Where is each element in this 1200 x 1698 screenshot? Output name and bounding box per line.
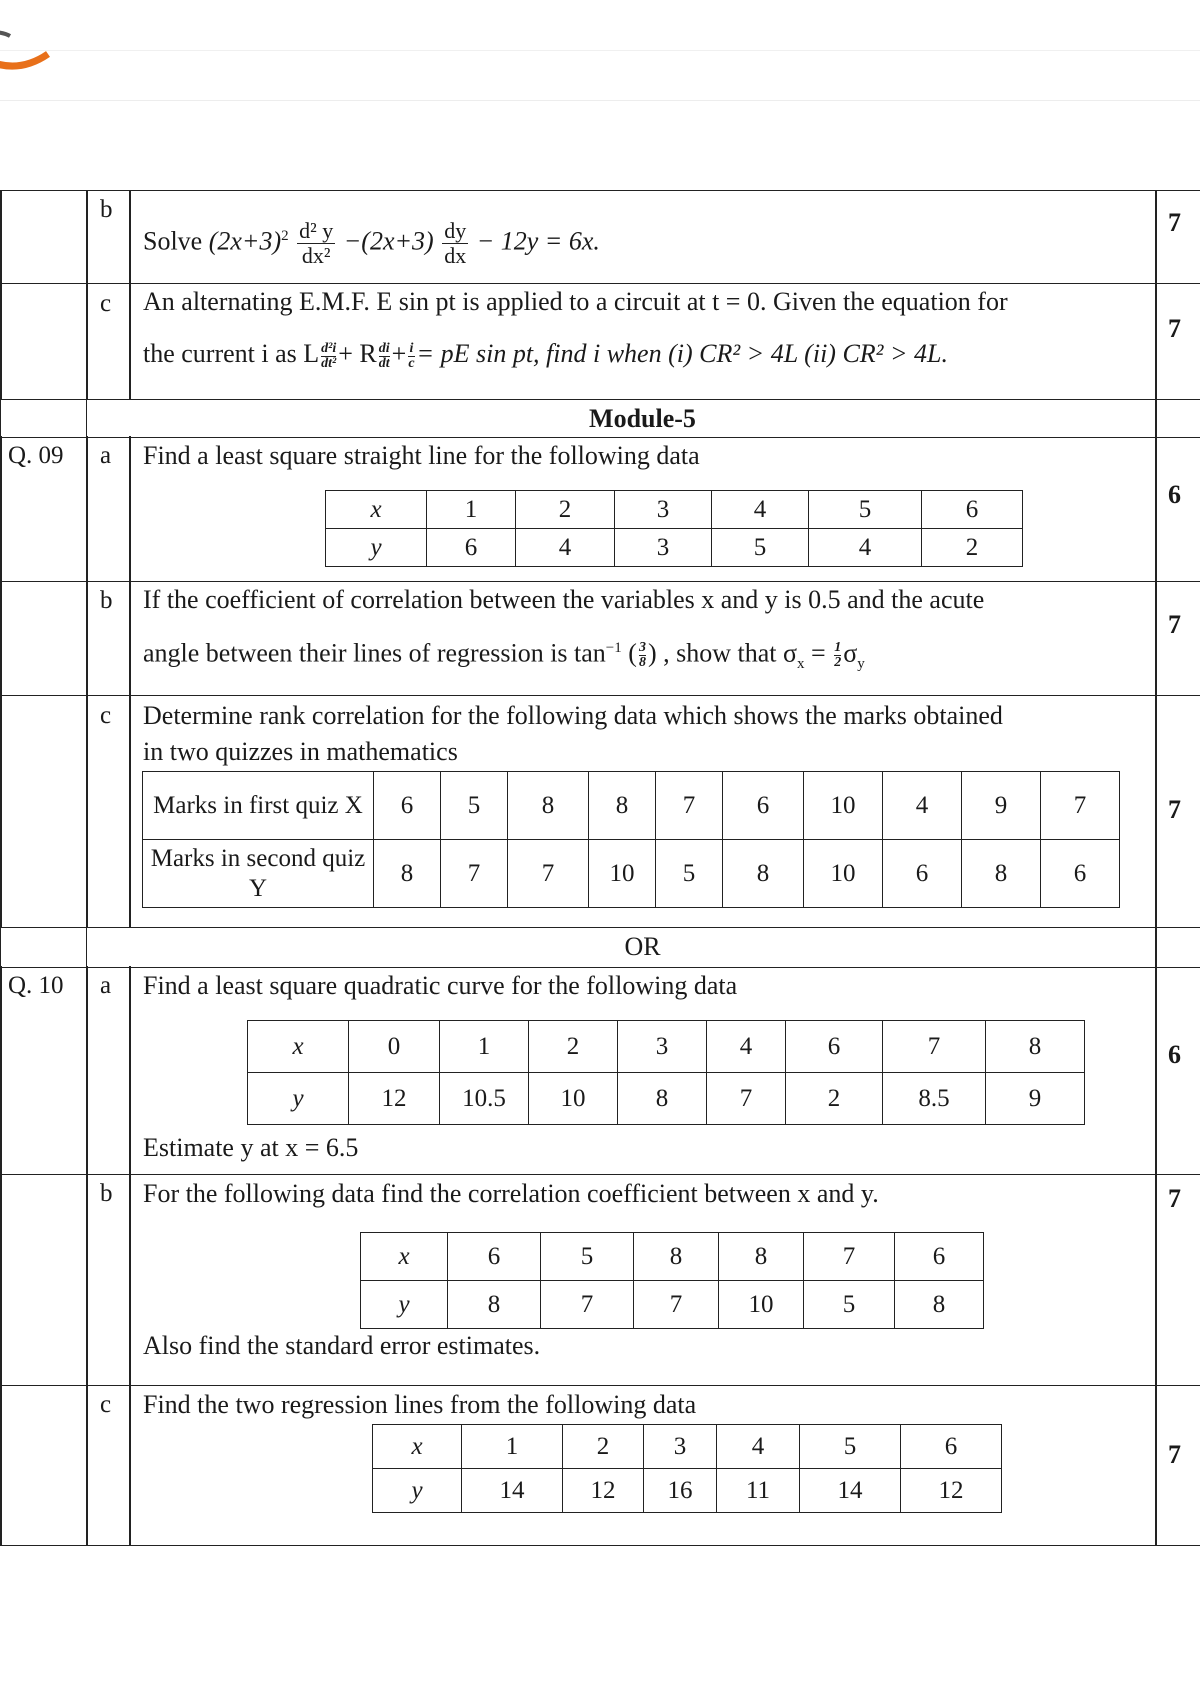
marks: 7 bbox=[1168, 795, 1181, 824]
table-cell: 6 bbox=[786, 1021, 883, 1073]
solve-word: Solve bbox=[143, 226, 203, 256]
table-cell: 5 bbox=[656, 840, 723, 908]
table-cell: 8 bbox=[723, 840, 804, 908]
table-border-marks bbox=[1155, 190, 1157, 1545]
table-cell: 4 bbox=[883, 772, 962, 840]
table-cell: 9 bbox=[986, 1073, 1085, 1125]
table-cell: 8 bbox=[719, 1233, 804, 1281]
row-line bbox=[0, 1545, 1200, 1546]
table-cell: 10 bbox=[719, 1281, 804, 1329]
marks: 7 bbox=[1168, 1440, 1181, 1469]
table-header: y bbox=[398, 1290, 410, 1318]
divider bbox=[0, 50, 1200, 51]
module-title: Module-5 bbox=[589, 404, 696, 433]
table-cell: 6 bbox=[1041, 840, 1120, 908]
rank-table bbox=[142, 771, 1120, 908]
sub-label: b bbox=[100, 196, 113, 223]
table-cell: 4 bbox=[809, 529, 922, 567]
table-header: x bbox=[398, 1242, 410, 1270]
table-header: y bbox=[292, 1084, 304, 1112]
eq-part: −(2x+3) bbox=[343, 226, 434, 256]
table-cell: 6 bbox=[374, 772, 441, 840]
table-header: y bbox=[370, 533, 382, 561]
table-cell: 8 bbox=[618, 1073, 707, 1125]
sub-label: c bbox=[100, 290, 112, 317]
table-cell: 8.5 bbox=[883, 1073, 986, 1125]
data-table bbox=[372, 1424, 1002, 1513]
table-cell: 9 bbox=[962, 772, 1041, 840]
table-border-sub bbox=[129, 190, 131, 1545]
data-table bbox=[360, 1232, 984, 1329]
table-header: x bbox=[292, 1032, 304, 1060]
data-table bbox=[325, 490, 1023, 567]
also-text: Also find the standard error estimates. bbox=[143, 1331, 541, 1360]
table-cell: 12 bbox=[901, 1469, 1002, 1513]
table-cell: 8 bbox=[986, 1021, 1085, 1073]
logo-icon bbox=[0, 10, 50, 70]
table-cell: 2 bbox=[563, 1425, 644, 1469]
table-cell: 10 bbox=[804, 840, 883, 908]
table-cell: 4 bbox=[516, 529, 615, 567]
table-cell: 8 bbox=[962, 840, 1041, 908]
table-cell: 5 bbox=[800, 1425, 901, 1469]
table-cell: 8 bbox=[448, 1281, 541, 1329]
table-cell: 12 bbox=[349, 1073, 440, 1125]
question-text: An alternating E.M.F. E sin pt is applied to a circuit at t = 0. Given the equation for bbox=[143, 287, 1008, 316]
table-cell: 7 bbox=[541, 1281, 634, 1329]
estimate-text: Estimate y at x = 6.5 bbox=[143, 1133, 359, 1162]
table-cell: 6 bbox=[895, 1233, 984, 1281]
sub-label: a bbox=[100, 972, 112, 999]
fraction: $\frac{dy}{dx}$ bbox=[444, 218, 467, 269]
table-cell: 8 bbox=[508, 772, 589, 840]
question-text: Find a least square quadratic curve for the following data bbox=[143, 971, 738, 1000]
sub-label: c bbox=[100, 1391, 112, 1418]
eq-part: (2x+3) bbox=[208, 226, 282, 256]
table-cell: 10.5 bbox=[440, 1073, 529, 1125]
table-cell: 6 bbox=[883, 840, 962, 908]
table-header: x bbox=[370, 495, 382, 523]
table-cell: 5 bbox=[804, 1281, 895, 1329]
or-row-bg-left bbox=[1, 928, 86, 966]
question-text: in two quizzes in mathematics bbox=[143, 737, 458, 766]
table-header: Marks in first quiz X bbox=[143, 772, 374, 840]
marks: 6 bbox=[1168, 480, 1181, 509]
table-cell: 5 bbox=[541, 1233, 634, 1281]
question-text: For the following data find the correlation coefficient between x and y. bbox=[143, 1179, 879, 1208]
table-cell: 7 bbox=[441, 840, 508, 908]
table-cell: 5 bbox=[441, 772, 508, 840]
data-table bbox=[247, 1020, 1085, 1125]
question-text: Find the two regression lines from the following data bbox=[143, 1390, 697, 1419]
eq-part: − 12y = 6x. bbox=[476, 226, 600, 256]
question-number: Q. 10 bbox=[8, 972, 64, 999]
table-cell: 7 bbox=[883, 1021, 986, 1073]
table-cell: 5 bbox=[809, 491, 922, 529]
top-bar bbox=[0, 0, 1200, 101]
table-cell: 6 bbox=[922, 491, 1023, 529]
row-line bbox=[0, 190, 1200, 191]
table-cell: 14 bbox=[462, 1469, 563, 1513]
table-cell: 7 bbox=[508, 840, 589, 908]
sub-label: b bbox=[100, 587, 113, 614]
table-header: x bbox=[411, 1432, 423, 1460]
table-border-q bbox=[86, 190, 88, 1545]
table-cell: 3 bbox=[615, 529, 712, 567]
table-cell: 7 bbox=[634, 1281, 719, 1329]
table-cell: 6 bbox=[448, 1233, 541, 1281]
table-cell: 16 bbox=[644, 1469, 717, 1513]
question-text: the current i as L $\frac{\text{d²i}}{\text{dt²}}$ + R $\frac{di}{dt}$ + $\frac{i}{c}$ = pE sin pt, find i when (i) CR² > 4L (ii) CR² > 4L. bbox=[143, 339, 948, 371]
table-cell: 11 bbox=[717, 1469, 800, 1513]
table-cell: 4 bbox=[707, 1021, 786, 1073]
table-header: Marks in second quiz Y bbox=[143, 840, 374, 908]
sub-label: c bbox=[100, 702, 112, 729]
marks: 7 bbox=[1168, 314, 1181, 343]
question-text: Find a least square straight line for the following data bbox=[143, 441, 700, 470]
table-cell: 1 bbox=[440, 1021, 529, 1073]
table-cell: 10 bbox=[804, 772, 883, 840]
table-cell: 5 bbox=[712, 529, 809, 567]
or-separator: OR bbox=[624, 932, 661, 961]
table-cell: 2 bbox=[516, 491, 615, 529]
table-cell: 2 bbox=[922, 529, 1023, 567]
marks: 7 bbox=[1168, 610, 1181, 639]
table-cell: 3 bbox=[644, 1425, 717, 1469]
marks: 6 bbox=[1168, 1040, 1181, 1069]
table-cell: 7 bbox=[804, 1233, 895, 1281]
table-cell: 2 bbox=[529, 1021, 618, 1073]
table-cell: 3 bbox=[618, 1021, 707, 1073]
table-cell: 8 bbox=[589, 772, 656, 840]
table-cell: 3 bbox=[615, 491, 712, 529]
table-cell: 8 bbox=[895, 1281, 984, 1329]
table-cell: 1 bbox=[462, 1425, 563, 1469]
table-cell: 10 bbox=[589, 840, 656, 908]
table-cell: 12 bbox=[563, 1469, 644, 1513]
question-text: Solve $(2x+3)^2$ $\frac{\text{d² y}}{\text{dx²}}$ −(2x+3) $\frac{dy}{dx}$ − 12y = 6x. bbox=[143, 218, 600, 269]
table-cell: 8 bbox=[634, 1233, 719, 1281]
table-cell: 4 bbox=[717, 1425, 800, 1469]
marks: 7 bbox=[1168, 208, 1181, 237]
table-cell: 7 bbox=[656, 772, 723, 840]
marks: 7 bbox=[1168, 1184, 1181, 1213]
table-cell: 10 bbox=[529, 1073, 618, 1125]
module-row-bg-left bbox=[1, 400, 86, 436]
table-cell: 1 bbox=[427, 491, 516, 529]
table-border-left bbox=[0, 190, 2, 1545]
table-cell: 6 bbox=[427, 529, 516, 567]
table-cell: 14 bbox=[800, 1469, 901, 1513]
sub-label: b bbox=[100, 1180, 113, 1207]
question-text: If the coefficient of correlation between the variables x and y is 0.5 and the acute bbox=[143, 585, 985, 614]
question-text: Determine rank correlation for the following data which shows the marks obtained bbox=[143, 701, 1003, 730]
table-cell: 0 bbox=[349, 1021, 440, 1073]
table-cell: 6 bbox=[901, 1425, 1002, 1469]
table-header: y bbox=[411, 1476, 423, 1504]
table-cell: 6 bbox=[723, 772, 804, 840]
table-cell: 7 bbox=[1041, 772, 1120, 840]
table-cell: 8 bbox=[374, 840, 441, 908]
question-text: angle between their lines of regression is $\tan^{-1}$ ( $\frac{3}{8}$ ) , show that $\sigma_x$ = $\frac{1}{2}$ $\sigma_y$ bbox=[143, 638, 865, 672]
table-cell: 2 bbox=[786, 1073, 883, 1125]
sub-label: a bbox=[100, 442, 112, 469]
question-number: Q. 09 bbox=[8, 442, 64, 469]
fraction: $\frac{\text{d² y}}{\text{dx²}}$ bbox=[299, 218, 334, 269]
table-cell: 7 bbox=[707, 1073, 786, 1125]
table-cell: 4 bbox=[712, 491, 809, 529]
